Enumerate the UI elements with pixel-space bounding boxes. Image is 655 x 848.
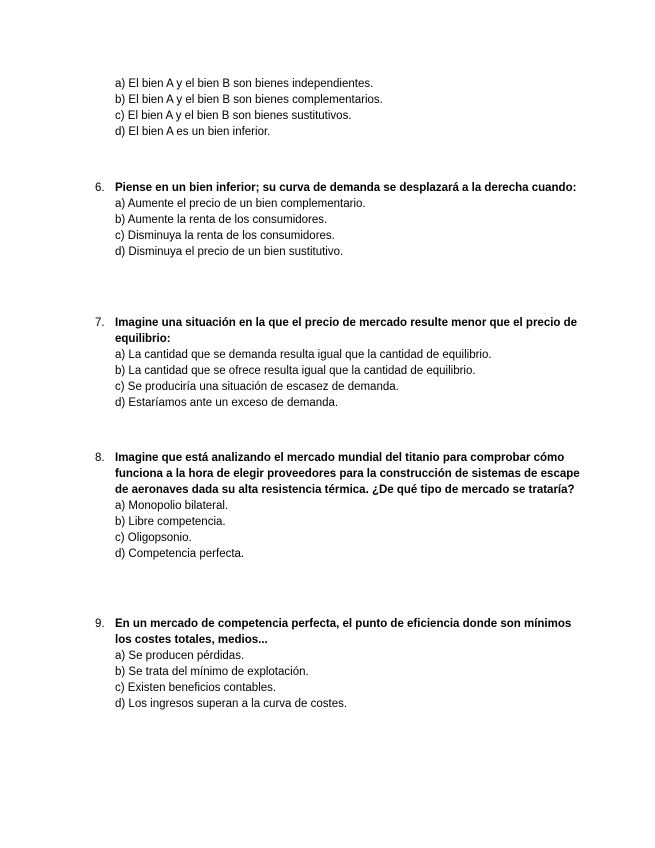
- question-text: En un mercado de competencia perfecta, el punto de eficiencia donde son mínimos los costes totales, medios...: [115, 618, 572, 646]
- option-a: a) La cantidad que se demanda resulta igual que la cantidad de equilibrio.: [115, 349, 492, 361]
- question-text: Imagine que está analizando el mercado mundial del titanio para comprobar cómo funciona a la hora de elegir proveedores para la construcción de sistemas de escape de aeronaves dada su alta resistencia térmica. ¿De qué tipo de mercado se trataría?: [115, 452, 580, 496]
- question-6: [95, 180, 585, 260]
- previous-option-c: c) El bien A y el bien B son bienes sustitutivos.: [115, 110, 352, 122]
- option-b: b) Libre competencia.: [115, 516, 226, 528]
- option-b: b) Aumente la renta de los consumidores.: [115, 214, 328, 226]
- question-text: Piense en un bien inferior; su curva de demanda se desplazará a la derecha cuando:: [115, 182, 577, 194]
- question-options: [115, 196, 585, 260]
- question-7: [95, 315, 585, 411]
- option-d: d) Los ingresos superan a la curva de costes.: [115, 698, 348, 710]
- option-a: a) Monopolio bilateral.: [115, 500, 229, 512]
- option-a: a) Se producen pérdidas.: [115, 650, 245, 662]
- previous-option-d: d) El bien A es un bien inferior.: [115, 126, 271, 138]
- option-d: d) Estaríamos ante un exceso de demanda.: [115, 397, 339, 409]
- option-c: c) Oligopsonio.: [115, 532, 192, 544]
- question-options: [115, 648, 585, 712]
- previous-option-b: b) El bien A y el bien B son bienes complementarios.: [115, 94, 383, 106]
- option-c: c) Se produciría una situación de escasez de demanda.: [115, 381, 399, 393]
- question-9: [95, 616, 585, 712]
- option-c: c) Existen beneficios contables.: [115, 682, 277, 694]
- option-b: b) La cantidad que se ofrece resulta igual que la cantidad de equilibrio.: [115, 365, 476, 377]
- option-a: a) Aumente el precio de un bien complementario.: [115, 198, 366, 210]
- question-8: [95, 450, 585, 562]
- question-text: Imagine una situación en la que el precio de mercado resulte menor que el precio de equilibrio:: [115, 317, 578, 345]
- question-options: [115, 498, 585, 562]
- option-c: c) Disminuya la renta de los consumidores.: [115, 230, 335, 242]
- question-number: 8.: [95, 452, 105, 464]
- question-number: 7.: [95, 317, 105, 329]
- option-b: b) Se trata del mínimo de explotación.: [115, 666, 309, 678]
- previous-option-a: a) El bien A y el bien B son bienes independientes.: [115, 78, 374, 90]
- question-options: [115, 347, 585, 411]
- question-number: 6.: [95, 182, 105, 194]
- option-d: d) Disminuya el precio de un bien sustitutivo.: [115, 246, 344, 258]
- option-d: d) Competencia perfecta.: [115, 548, 245, 560]
- previous-question-options: [115, 76, 585, 140]
- question-number: 9.: [95, 618, 105, 630]
